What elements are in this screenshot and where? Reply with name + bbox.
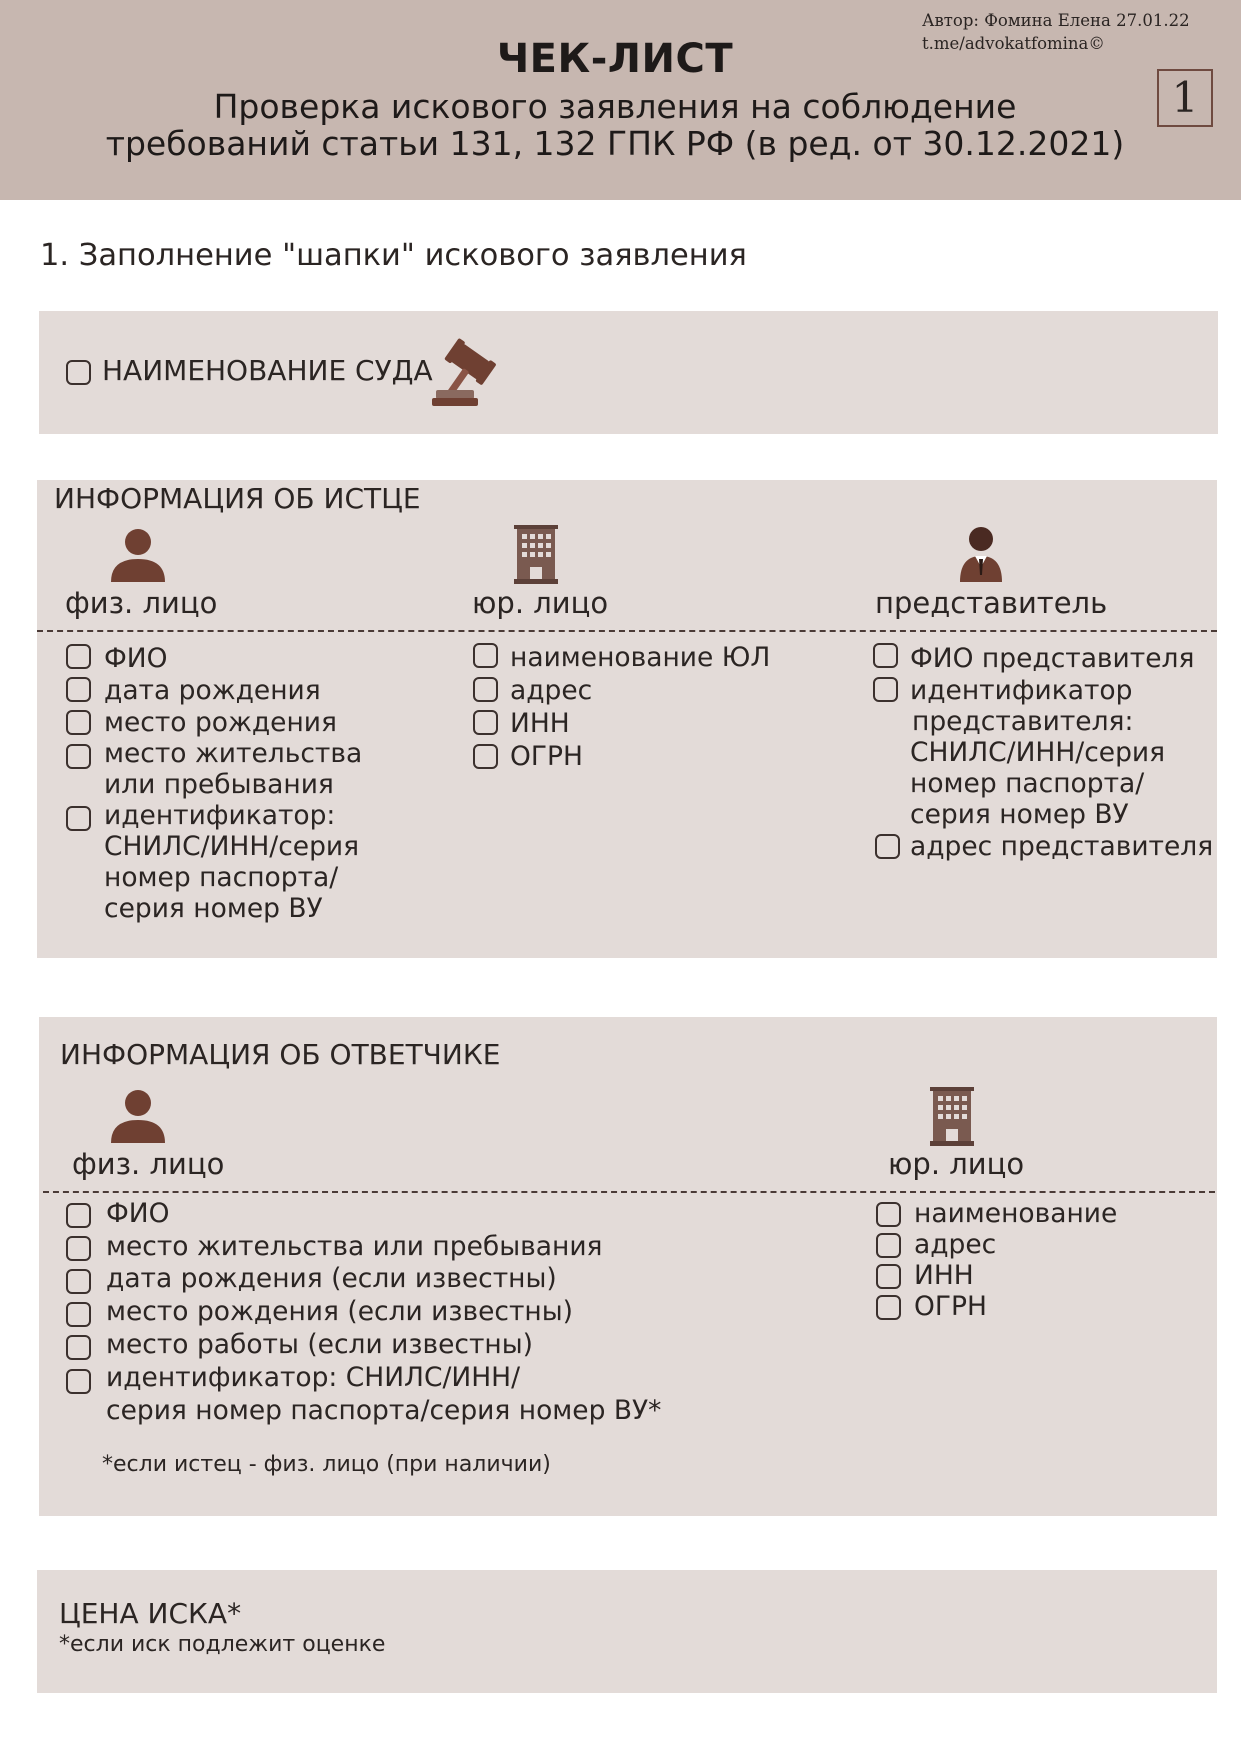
checklist-item: идентификатор: [910, 675, 1133, 706]
divider: [37, 630, 1217, 632]
plaintiff-individual-heading: физ. лицо: [65, 586, 218, 620]
checklist-item: место рождения: [104, 707, 337, 738]
checklist-item-continuation: серия номер ВУ: [104, 893, 323, 924]
checklist-item: адрес представителя: [910, 831, 1214, 862]
checklist-item: дата рождения (если известны): [106, 1263, 557, 1294]
checkbox[interactable]: [876, 1295, 901, 1320]
checkbox[interactable]: [66, 1335, 91, 1360]
checklist-item: идентификатор: СНИЛС/ИНН/: [106, 1362, 520, 1393]
checklist-item-continuation: серия номер паспорта/серия номер ВУ*: [106, 1395, 662, 1426]
checkbox[interactable]: [473, 677, 498, 702]
building-icon: [930, 1087, 974, 1147]
claim-price-note: *если иск подлежит оценке: [59, 1632, 386, 1657]
checkbox[interactable]: [473, 710, 498, 735]
checklist-item: ФИО представителя: [910, 643, 1195, 674]
footnote: *если истец - физ. лицо (при наличии): [102, 1452, 551, 1477]
checklist-item-continuation: представителя:: [912, 706, 1134, 737]
checkbox[interactable]: [876, 1233, 901, 1258]
checklist-item-continuation: номер паспорта/: [104, 862, 339, 893]
checkbox[interactable]: [66, 1369, 91, 1394]
checkbox[interactable]: [66, 1236, 91, 1261]
court-checkbox[interactable]: [66, 360, 91, 385]
checklist-item: наименование ЮЛ: [510, 642, 771, 673]
checkbox[interactable]: [66, 710, 91, 735]
checkbox[interactable]: [875, 834, 900, 859]
plaintiff-representative-heading: представитель: [875, 586, 1108, 620]
subtitle-line-1: Проверка искового заявления на соблюдение: [213, 87, 1017, 126]
checkbox[interactable]: [66, 744, 91, 769]
checklist-item: место жительства: [104, 738, 363, 769]
checkbox[interactable]: [66, 1269, 91, 1294]
plaintiff-title: ИНФОРМАЦИЯ ОБ ИСТЦЕ: [54, 482, 421, 515]
checklist-item-continuation: СНИЛС/ИНН/серия: [910, 737, 1166, 768]
defendant-legal-heading: юр. лицо: [888, 1147, 1025, 1181]
checkbox[interactable]: [66, 1203, 91, 1228]
checklist-item: ФИО: [104, 643, 168, 674]
representative-icon: [958, 525, 1004, 583]
page-number: 1: [1157, 69, 1213, 127]
checklist-item: ИНН: [914, 1260, 974, 1291]
page-title: ЧЕК-ЛИСТ: [496, 36, 734, 82]
author-block: [922, 9, 1190, 55]
checkbox[interactable]: [66, 644, 91, 669]
checklist-item: ОГРН: [914, 1291, 987, 1322]
checkbox[interactable]: [473, 744, 498, 769]
checklist-item: дата рождения: [104, 675, 321, 706]
author-link[interactable]: t.me/advokatfomina©: [922, 34, 1105, 53]
gavel-icon: [432, 335, 522, 410]
claim-price-title: ЦЕНА ИСКА*: [59, 1597, 242, 1630]
person-icon: [110, 527, 166, 583]
plaintiff-legal-heading: юр. лицо: [472, 586, 609, 620]
checklist-item-continuation: номер паспорта/: [910, 768, 1145, 799]
checkbox[interactable]: [66, 806, 91, 831]
defendant-title: ИНФОРМАЦИЯ ОБ ОТВЕТЧИКЕ: [60, 1038, 501, 1071]
checkbox[interactable]: [66, 677, 91, 702]
subtitle-line-2: требований статьи 131, 132 ГПК РФ (в ред. от 30.12.2021): [105, 124, 1125, 163]
checklist-item: место работы (если известны): [106, 1329, 533, 1360]
page-subtitle: [0, 88, 1230, 162]
checklist-item: идентификатор:: [104, 800, 336, 831]
checklist-item: ФИО: [106, 1198, 170, 1229]
author-line: Автор: Фомина Елена 27.01.22: [922, 11, 1190, 30]
court-label: НАИМЕНОВАНИЕ СУДА: [102, 354, 433, 387]
section-title: 1. Заполнение "шапки" искового заявления: [40, 238, 747, 273]
checkbox[interactable]: [876, 1264, 901, 1289]
checkbox[interactable]: [473, 643, 498, 668]
checkbox[interactable]: [876, 1202, 901, 1227]
checklist-item: адрес: [510, 675, 593, 706]
checklist-item-continuation: или пребывания: [104, 769, 334, 800]
checklist-item: место жительства или пребывания: [106, 1231, 603, 1262]
checkbox[interactable]: [873, 643, 898, 668]
checklist-item: ИНН: [510, 708, 570, 739]
checkbox[interactable]: [873, 677, 898, 702]
checkbox[interactable]: [66, 1302, 91, 1327]
building-icon: [514, 525, 558, 585]
person-icon: [110, 1088, 166, 1144]
divider: [43, 1191, 1215, 1193]
checklist-item: адрес: [914, 1229, 997, 1260]
checklist-item-continuation: СНИЛС/ИНН/серия: [104, 831, 360, 862]
checklist-item: место рождения (если известны): [106, 1296, 574, 1327]
checklist-item: наименование: [914, 1198, 1118, 1229]
checklist-item: ОГРН: [510, 741, 583, 772]
defendant-individual-heading: физ. лицо: [72, 1147, 225, 1181]
checklist-item-continuation: серия номер ВУ: [910, 799, 1129, 830]
